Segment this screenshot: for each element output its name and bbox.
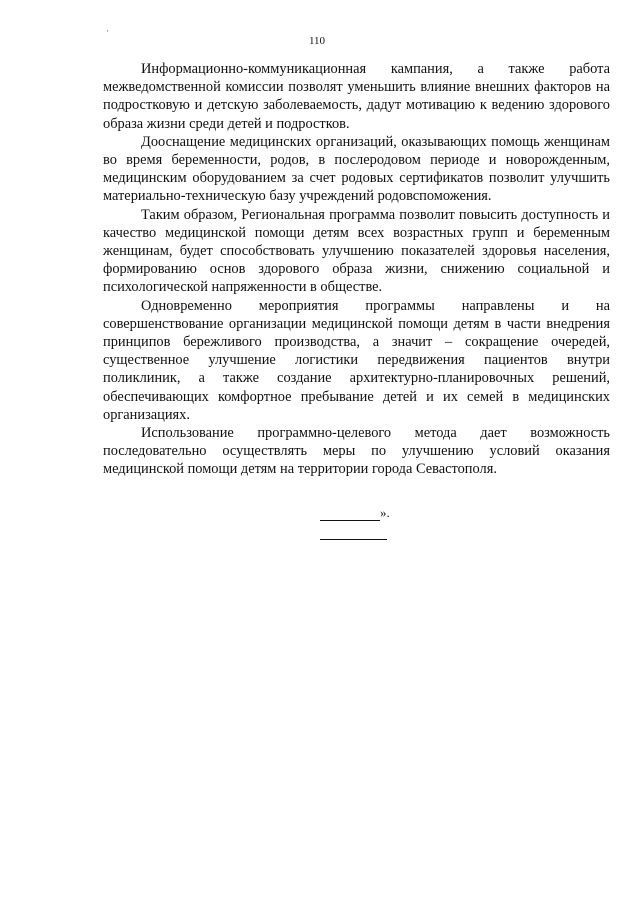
paragraph-3: Таким образом, Региональная программа позволит повысить доступность и качество медицинской помощи детям всех возрастных групп и беременным женщинам, будет способствовать улучшению показателей здоровья населения, формированию основ здорового образа жизни, снижению социальной и психологической напряженности в обществе. xyxy=(103,206,610,296)
page-number: 110 xyxy=(308,35,326,47)
scan-mark: · xyxy=(106,26,109,36)
end-rule xyxy=(320,539,387,540)
paragraph-4: Одновременно мероприятия программы направлены и на совершенствование организации медицинской помощи детям в части внедрения принципов бережливого производства, а значит – сокращение очередей, существенное улучшение логистики передвижения пациентов внутри поликлиник, а также создание архитектурно-планировочных решений, обеспечивающих комфортное пребывание детей и их семей в медицинских организациях. xyxy=(103,297,610,423)
paragraph-5: Использование программно-целевого метода дает возможность последовательно осуществлять меры по улучшению условий оказания медицинской помощи детям на территории города Севастополя. xyxy=(103,425,610,478)
closing-mark: ». xyxy=(380,505,390,520)
document-body xyxy=(103,60,610,479)
closing-quote xyxy=(320,505,390,521)
paragraph-1: Информационно-коммуникационная кампания, а также работа межведомственной комиссии позволят уменьшить влияние внешних факторов на подростковую и детскую заболеваемость, дадут мотивацию к ведению здорового образа жизни среди детей и подростков. xyxy=(103,61,610,132)
paragraph-2: Дооснащение медицинских организаций, оказывающих помощь женщинам во время беременности, родов, в послеродовом периоде и новорожденным, медицинским оборудованием за счет родовых сертификатов позволит улучшить материально-техническую базу учреждений родовспоможения. xyxy=(103,133,610,205)
signature-line xyxy=(320,507,380,521)
